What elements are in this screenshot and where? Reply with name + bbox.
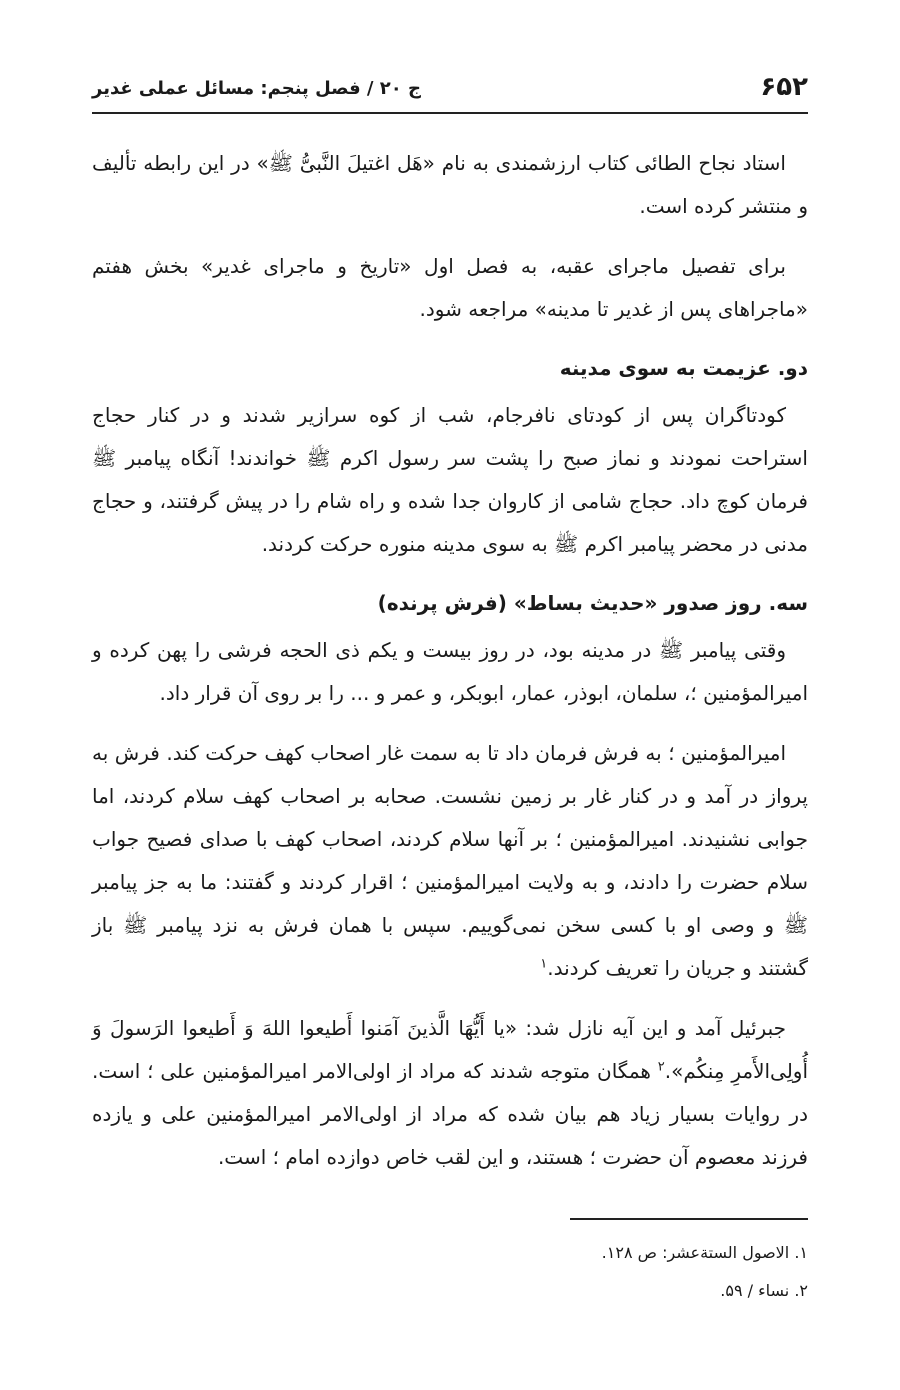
paragraph-5-text: امیرالمؤمنین ؛ به فرش فرمان داد تا به سمت غار اصحاب کهف حرکت کند. فرش به پرواز در آمد و در کنار غار بر زمین نشست. صحابه بر اصحاب کهف سلام کردند، اما جوابی نشنیدند. امیرالمؤمنین ؛ بر آنها سلام کردند، اصحاب کهف با صدای فصیح جواب سلام حضرت را دادند، و به ولایت امیرالمؤمنین ؛ اقرار کردند و گفتند: ما به جز پیامبر ﷺ و وصی او با کسی سخن نمی‌گوییم. سپس با همان فرش به نزد پیامبر ﷺ باز گشتند و جریان را تعریف کردند. bbox=[92, 741, 808, 980]
paragraph-6-text: همگان متوجه شدند که مراد از اولی‌الامر امیرالمؤمنین علی ؛ است. در روایات بسیار زیاد هم بیان شده که مراد از اولی‌الامر امیرالمؤمنین علی و یازده فرزند معصوم آن حضرت ؛ هستند، و این لقب خاص دوازده امام ؛ است. bbox=[92, 1059, 808, 1169]
section-heading-2: دو. عزیمت به سوی مدینه bbox=[559, 356, 808, 380]
footnote-ref-1: ۱ bbox=[540, 956, 548, 972]
section-heading-3: سه. روز صدور «حدیث بساط» (فرش پرنده) bbox=[377, 591, 808, 615]
paragraph-5 bbox=[92, 732, 808, 990]
document-page bbox=[92, 58, 808, 1196]
paragraph-1: استاد نجاح الطائی کتاب ارزشمندی به نام «هَل اغتیلَ النَّبیُّ ﷺ» در این رابطه تألیف و منتشر کرده است. bbox=[92, 151, 808, 218]
running-header-title: ج ۲۰ / فصل پنجم: مسائل عملی غدیر bbox=[92, 78, 422, 99]
body-text bbox=[92, 142, 808, 1179]
paragraph-6-quote: جبرئیل آمد و این آیه نازل شد: «یا أَیُّهَا الَّذینَ آمَنوا أَطیعوا اللهَ وَ أَطیعوا الرَسولَ وَ أُولِی‌الأَمرِ مِنکُم». bbox=[92, 1016, 809, 1083]
footnote-1: ۱. الاصول الستة‌عشر: ص ۱۲۸. bbox=[601, 1243, 808, 1262]
footnotes bbox=[92, 1236, 808, 1312]
paragraph-6 bbox=[92, 1007, 808, 1179]
footnote-ref-2: ۲ bbox=[657, 1059, 665, 1075]
page-number: ۶۵۲ bbox=[760, 72, 808, 102]
paragraph-3: کودتاگران پس از کودتای نافرجام، شب از کوه سرازیر شدند و در کنار حجاج استراحت نمودند و نماز صبح را پشت سر رسول اکرم ﷺ خواندند! آنگاه پیامبر ﷺ فرمان کوچ داد. حجاج شامی از کاروان جدا شده و راه شام را در پیش گرفتند، و حجاج مدنی در محضر پیامبر اکرم ﷺ به سوی مدینه منوره حرکت کردند. bbox=[92, 403, 808, 556]
footnote-2: ۲. نساء / ۵۹. bbox=[720, 1281, 808, 1300]
paragraph-2: برای تفصیل ماجرای عقبه، به فصل اول «تاریخ و ماجرای غدیر» بخش هفتم «ماجراهای پس از غدیر تا مدینه» مراجعه شود. bbox=[92, 254, 808, 321]
paragraph-4: وقتی پیامبر ﷺ در مدینه بود، در روز بیست و یکم ذی الحجه فرشی را پهن کرده و امیرالمؤمنین ؛، سلمان، ابوذر، عمار، ابوبکر، و عمر و ... را بر روی آن قرار داد. bbox=[92, 638, 808, 705]
running-header bbox=[92, 58, 808, 114]
footnote-divider bbox=[570, 1218, 808, 1220]
